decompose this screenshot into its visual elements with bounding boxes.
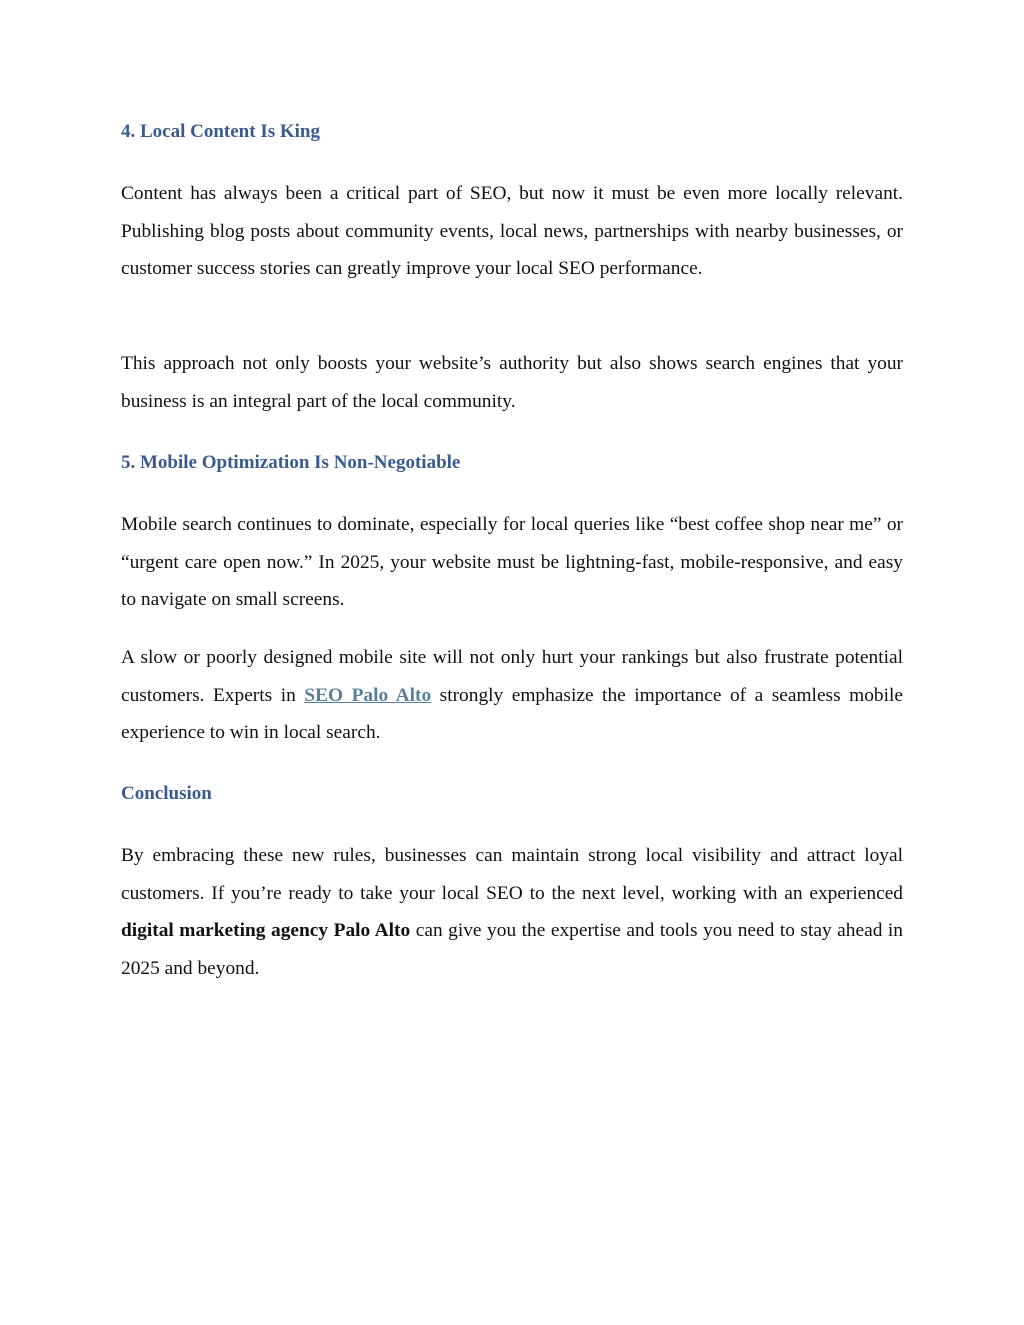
- section-5-heading: 5. Mobile Optimization Is Non-Negotiable: [121, 452, 461, 473]
- conclusion-text-end: can give you the expertise and tools you need to stay ahead in 2025 and beyond.: [121, 920, 903, 979]
- conclusion-text-start: By embracing these new rules, businesses can maintain strong local visibility and attract loyal customers. If you’re ready to take your local SEO to the next level, working with an experienced: [121, 845, 903, 904]
- section-5-paragraph-1: Mobile search continues to dominate, especially for local queries like “best coffee shop near me” or “urgent care open now.” In 2025, your website must be lightning-fast, mobile-responsive, and easy to navigate on small screens.: [121, 514, 903, 610]
- conclusion-heading: Conclusion: [121, 783, 212, 804]
- section-5-paragraph-2: [121, 639, 903, 752]
- seo-palo-alto-link[interactable]: SEO Palo Alto: [304, 684, 432, 706]
- section-5-paragraph-2-text-end: strongly emphasize the importance of a seamless mobile experience to win in local search.: [121, 684, 903, 743]
- agency-bold-text: digital marketing agency Palo Alto: [121, 920, 411, 941]
- section-4-paragraph-2: This approach not only boosts your website’s authority but also shows search engines that your business is an integral part of the local community.: [121, 353, 903, 412]
- section-5-paragraph-2-text-start: A slow or poorly designed mobile site will not only hurt your rankings but also frustrate potential customers. Experts in: [121, 647, 903, 706]
- section-4-paragraph-1: Content has always been a critical part of SEO, but now it must be even more locally relevant. Publishing blog posts about community events, local news, partnerships with nearby businesses, or customer success stories can greatly improve your local SEO performance.: [121, 183, 903, 279]
- conclusion-paragraph: [121, 837, 903, 987]
- section-4-heading: 4. Local Content Is King: [121, 121, 320, 142]
